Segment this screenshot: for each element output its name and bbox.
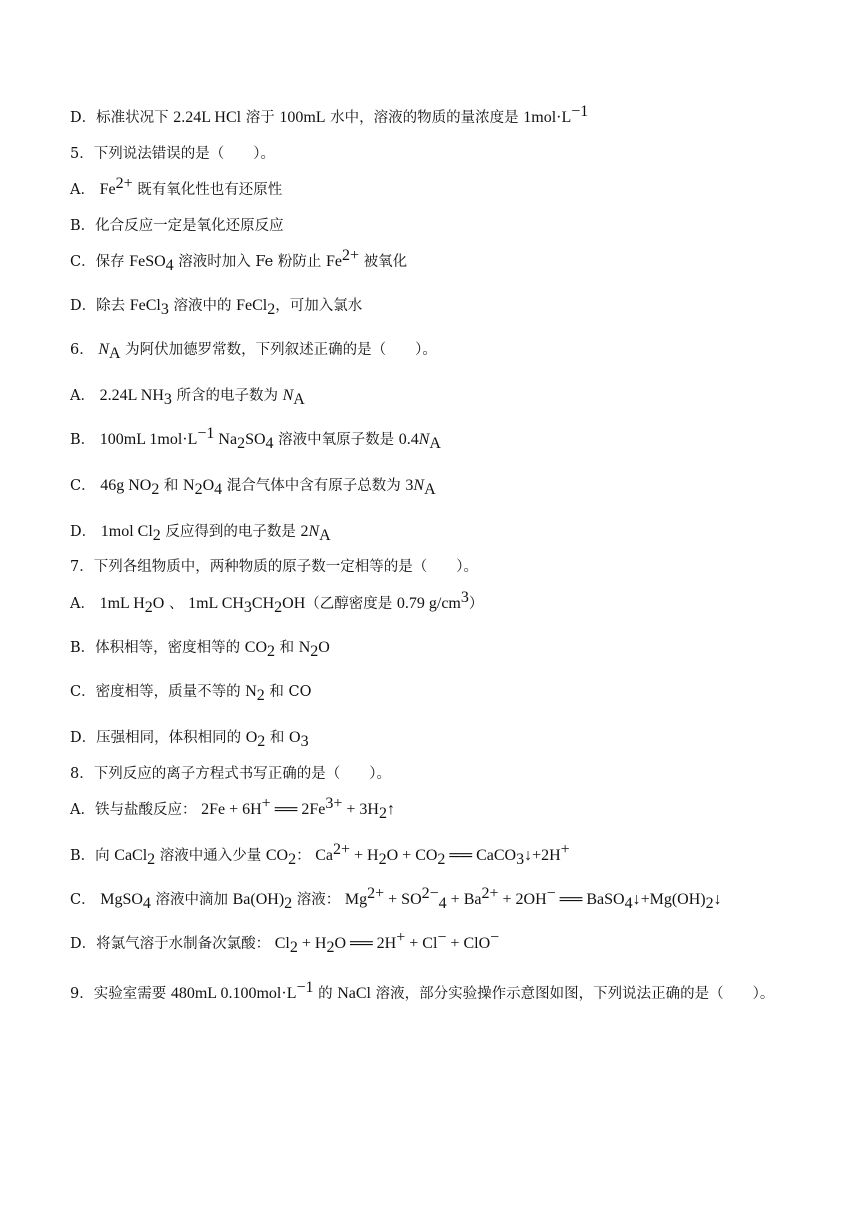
text-segment: ↓+Mg(OH) [632,891,706,908]
q7-option-d [70,728,309,748]
text-segment: D．除去 [70,298,130,314]
q8-option-a [70,795,395,822]
text-segment: N [98,341,110,358]
text-segment: 2 [378,804,387,822]
text-segment: ↓+2H [524,847,561,864]
q5-stem [70,144,275,164]
text-segment: 3 [300,732,309,750]
text-segment: 2 [267,642,275,660]
q8-option-b [70,841,570,868]
text-segment: 100mL [279,109,326,126]
text-segment: 2Fe + 6H [201,801,262,818]
text-segment: ══ 2Fe [270,801,326,818]
text-segment: B． [70,432,100,448]
text-segment: O [152,595,165,612]
text-segment: C．密度相等，质量不等的 [70,684,246,700]
text-segment: 2+ [115,175,133,193]
text-segment: 和 [275,640,299,656]
text-segment: 2 [378,850,387,868]
text-segment: O [289,729,301,746]
text-segment: D．标准状况下 [70,110,174,126]
text-segment: 2 [437,850,446,868]
q6-option-d [70,522,331,542]
text-segment: 3 [163,390,172,408]
text-segment: + [396,929,406,947]
text-segment: 2+ [333,841,351,859]
text-segment: 溶液时加入 Fe 粉防止 [173,254,326,270]
text-segment: −1 [197,425,215,443]
text-segment: O [202,477,215,494]
text-segment: FeSO [129,253,166,270]
text-segment: Fe [99,181,116,198]
text-segment: A． [70,596,100,612]
text-segment: CaCl [114,847,148,864]
text-segment: 5．下列说法错误的是（ ）。 [70,146,275,162]
text-segment: 2.24L HCl [173,109,242,126]
text-segment: + 2OH [498,891,547,908]
text-segment: 2 [310,642,319,660]
text-segment: ══ BaSO [555,891,625,908]
text-segment: 4 [214,480,223,498]
text-segment: 2 [705,894,714,912]
text-segment: 和 [159,478,184,494]
text-segment: + Cl [405,935,438,952]
text-segment: 0.4 [398,431,419,448]
q5-option-d [70,296,362,316]
text-segment: 9．实验室需要 [70,986,171,1002]
text-segment: C． [70,478,101,494]
text-segment: 1mol·L [523,109,572,126]
text-segment: FeCl [236,297,268,314]
text-segment: 、 [164,596,189,612]
q4-option-d [70,103,589,128]
text-segment: N [308,523,320,540]
q6-option-a [70,386,305,406]
text-segment: 3 [160,300,169,318]
text-segment: 为阿伏加德罗常数，下列叙述正确的是（ ）。 [120,342,437,358]
text-segment: N [245,683,257,700]
text-segment: 4 [624,894,633,912]
text-segment: 2 [151,480,160,498]
text-segment: 100mL 1mol·L [99,431,198,448]
text-segment: N [413,477,425,494]
text-segment: 溶液中滴加 [150,892,233,908]
text-segment: 2 [326,938,335,956]
text-segment: + Ba [446,891,482,908]
text-segment: 2 [147,850,156,868]
text-segment: 2 [257,732,266,750]
text-segment: 2 [194,480,203,498]
text-segment: A． [70,388,100,404]
text-segment: 溶液中通入少量 [155,848,266,864]
text-segment: − [490,929,500,947]
q7-option-b [70,638,330,658]
q5-option-c [70,247,408,274]
text-segment: 3 [460,589,469,607]
text-segment: + H [297,935,327,952]
text-segment: 1mol Cl [100,523,153,540]
q9-stem [70,979,775,1004]
q7-option-c [70,682,311,702]
text-segment: 3 [243,598,252,616]
q5-option-b [70,216,284,236]
text-segment: O [318,639,330,656]
text-segment: 2+ [481,885,499,903]
text-segment: 2 [144,598,153,616]
text-segment: 溶液中氧原子数是 [273,432,399,448]
text-segment: OH [282,595,306,612]
text-segment: O + CO [386,847,438,864]
text-segment: Cl [274,935,290,952]
q7-stem [70,557,478,577]
text-segment: 2− [421,885,439,903]
text-segment: 和 CO [264,684,312,700]
text-segment: − [437,929,447,947]
text-segment: C． [70,892,101,908]
text-segment: D．压强相同，体积相同的 [70,730,246,746]
q6-option-b [70,425,441,452]
text-segment: 2 [237,434,246,452]
text-segment: ： [296,848,316,864]
text-segment: 2 [289,938,298,956]
text-segment: 6． [70,342,99,358]
text-segment: 8．下列反应的离子方程式书写正确的是（ ）。 [70,766,391,782]
q8-option-d [70,929,500,956]
text-segment: + H [350,847,379,864]
text-segment: + [261,795,271,813]
text-segment: Mg [344,891,368,908]
text-segment: 2 [288,850,297,868]
text-segment: 7．下列各组物质中，两种物质的原子数一定相等的是（ ）。 [70,559,478,575]
text-segment: CH [251,595,275,612]
text-segment: FeCl [129,297,161,314]
text-segment: ↓ [713,891,722,908]
text-segment: −1 [571,103,589,121]
text-segment: O [245,729,258,746]
text-segment: 2 [152,526,161,544]
text-segment: 混合气体中含有原子总数为 [222,478,406,494]
text-segment: 0.79 g/cm [396,595,461,612]
text-segment: 3+ [325,795,343,813]
q5-option-a [70,175,283,200]
text-segment: D． [70,524,101,540]
text-segment: 反应得到的电子数是 [160,524,301,540]
text-segment: ） [468,596,484,612]
text-segment: 46g NO [100,477,152,494]
q8-option-c [70,885,722,912]
text-segment: ══ CaCO [445,847,517,864]
text-segment: 所含的电子数为 [171,388,283,404]
text-segment: 1mL H [99,595,145,612]
text-segment: 2 [300,523,309,540]
text-segment: A． [70,182,100,198]
text-segment: 2.24L NH [99,387,164,404]
text-segment: 2 [274,598,283,616]
text-segment: （乙醇密度是 [305,596,397,612]
text-segment: A．铁与盐酸反应： [70,802,202,818]
text-segment: 2 [256,686,265,704]
q6-option-c [70,476,436,496]
text-segment: 2 [284,894,293,912]
text-segment: A [109,344,121,362]
q8-stem [70,764,391,784]
text-segment: N [298,639,311,656]
text-segment: 3 [405,477,414,494]
text-segment: 3 [516,850,525,868]
text-segment: + [560,841,570,859]
text-segment: N [282,387,294,404]
text-segment: 溶于 [241,110,280,126]
text-segment: CO [244,639,267,656]
q7-option-a [70,589,484,616]
q6-stem [70,340,437,360]
text-segment: 既有氧化性也有还原性 [132,182,283,198]
text-segment: 1mL CH [188,595,244,612]
text-segment: B．体积相等，密度相等的 [70,640,245,656]
text-segment: 溶液，部分实验操作示意图如图，下列说法正确的是（ ）。 [371,986,775,1002]
text-segment: + SO [384,891,422,908]
text-segment: N [183,477,195,494]
text-segment: CO [265,847,289,864]
text-segment: 水中，溶液的物质的量浓度是 [325,110,524,126]
text-segment: 2+ [341,247,359,265]
text-segment: Ba(OH) [232,891,285,908]
text-segment: C．保存 [70,254,130,270]
text-segment: − [546,885,556,903]
text-segment: 4 [265,434,274,452]
text-segment: −1 [296,979,314,997]
text-segment: A [293,390,305,408]
text-segment: MgSO [100,891,143,908]
text-segment: N [418,431,430,448]
text-segment: D．将氯气溶于水制备次氯酸： [70,936,275,952]
text-segment: 2 [267,300,276,318]
text-segment: 溶液： [292,892,345,908]
text-segment: 和 [265,730,290,746]
text-segment: O ══ 2H [334,935,397,952]
text-segment: 480mL 0.100mol·L [170,985,297,1002]
text-segment: Na [214,431,238,448]
text-segment: + 3H [342,801,379,818]
text-segment: B．化合反应一定是氧化还原反应 [70,218,284,234]
text-segment: B．向 [70,848,115,864]
text-segment: A [424,480,436,498]
text-segment: 2+ [367,885,385,903]
text-segment: 4 [142,894,151,912]
text-segment: 4 [165,256,174,274]
text-segment: ↑ [386,801,395,818]
text-segment: + ClO [446,935,491,952]
text-segment: ，可加入氯水 [275,298,363,314]
text-segment: 的 [313,986,338,1002]
text-segment: SO [245,431,266,448]
text-segment: NaCl [337,985,371,1002]
text-segment: A [319,526,331,544]
text-segment: Fe [325,253,342,270]
text-segment: A [429,434,441,452]
text-segment: 4 [438,894,447,912]
text-segment: 溶液中的 [168,298,237,314]
text-segment: Ca [315,847,333,864]
text-segment: 被氧化 [359,254,408,270]
